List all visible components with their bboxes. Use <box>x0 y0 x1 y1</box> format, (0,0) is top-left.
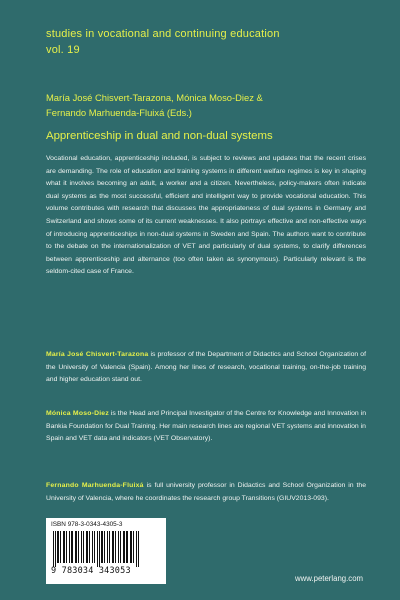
book-title: Apprenticeship in dual and non-dual systems <box>46 130 273 142</box>
author-bio-moso <box>46 408 366 446</box>
series-volume: vol. 19 <box>46 44 80 56</box>
author-bio-text: is the Head and Principal Investigator of the Centre for Knowledge and Innovation in Bankia Foundation for Dual Training. Her main research lines are regional VET systems and innovation in Spain and VET data and indicators (VET Observatory). <box>46 410 367 443</box>
editors <box>46 90 263 120</box>
barcode-digits: 9 783034 343053 <box>51 566 131 576</box>
series-header <box>46 26 280 58</box>
book-description: Vocational education, apprenticeship included, is subject to reviews and updates that the recent crises are demanding. The role of education and training systems in different welfare regimes is key in shaping what it involves becoming an adult, a worker and a citizen. Nevertheless, policy-makers often indicate dual systems as the most successful, efficient and intelligent way to provide vocational education. This volume contributes with research that discusses the appropriateness of dual systems in Germany and Switzerland and shows some of its current weaknesses. It also portrays effective and non-effective ways of introducing apprenticeships in non-dual systems in Sweden and Spain. The authors want to contribute to the debate on the internationalization of VET and particularly of dual systems, to clarify differences between apprenticeship and alternance (too often taken as synonymous). Particularly relevant is the seldom-cited case of France. <box>46 155 366 276</box>
author-name: Mónica Moso-Diez <box>46 410 109 417</box>
author-bio-text: is full university professor in Didactics and School Organization in the University of Valencia, where he coordinates the research group Transitions (GIUV2013-093). <box>46 482 367 502</box>
series-title: studies in vocational and continuing education <box>46 28 280 40</box>
author-bio-text: is professor of the Department of Didactics and School Organization of the University of Valencia (Spain). Among her lines of research, vocational training, on-the-job training and higher education stand out. <box>46 351 366 384</box>
editors-line-1: María José Chisvert-Tarazona, Mónica Moso-Diez & <box>46 92 263 103</box>
isbn-label: ISBN 978-3-0343-4305-3 <box>51 521 123 528</box>
author-name: María José Chisvert-Tarazona <box>46 351 149 358</box>
author-name: Fernando Marhuenda-Fluixá <box>46 482 144 489</box>
barcode-block <box>46 518 166 584</box>
editors-line-2: Fernando Marhuenda-Fluixá (Eds.) <box>46 107 192 118</box>
publisher-website[interactable]: www.peterlang.com <box>295 574 364 583</box>
author-bio-marhuenda <box>46 480 366 505</box>
author-bio-chisvert <box>46 349 366 387</box>
barcode-image <box>51 531 161 567</box>
